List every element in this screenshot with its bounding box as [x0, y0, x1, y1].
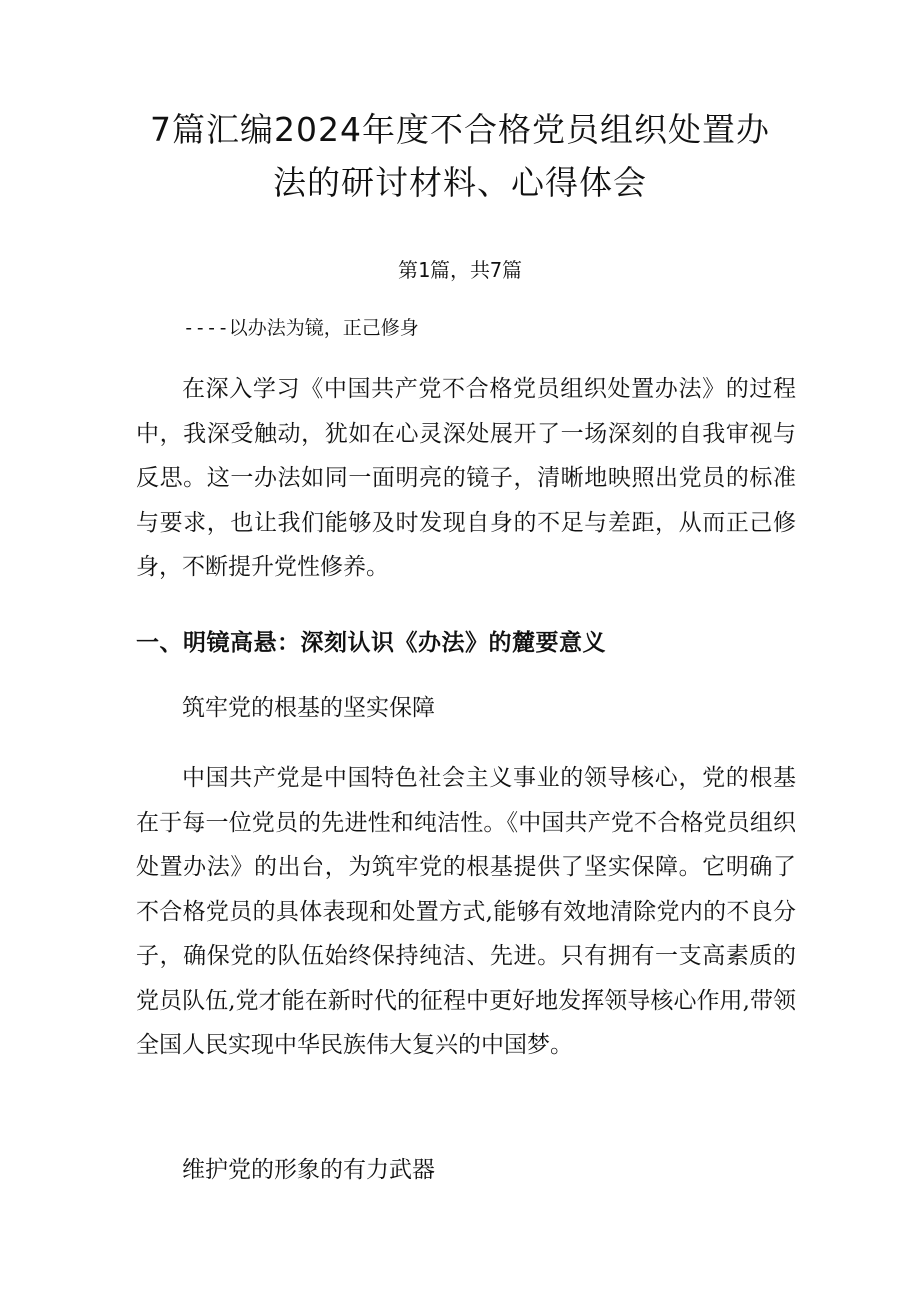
subsection-heading-2: 维护党的形象的有力武器 — [182, 1157, 435, 1183]
section-heading-1: 一、明镜高悬：深刻认识《办法》的麓要意义 — [136, 630, 606, 656]
document-title-line-1: 7篇汇编2024年度不合格党员组织处置办 — [150, 110, 770, 149]
article-counter: 第1篇，共7篇 — [397, 258, 523, 282]
article-subtitle: ----以办法为镜，正己修身 — [183, 317, 419, 339]
subsection-heading-1: 筑牢党的根基的坚实保障 — [182, 695, 435, 721]
intro-paragraph: 在深入学习《中国共产党不合格党员组织处置办法》的过程中，我深受触动，犹如在心灵深处展开了一场深刻的自我审视与反思。这一办法如同一面明亮的镜子，清晰地映照出党员的标准与要求，也让我们能够及时发现自身的不足与差距，从而正己修身，不断提升党性修养。 — [136, 376, 796, 580]
document-title-line-2: 法的研讨材料、心得体会 — [273, 163, 647, 202]
body-paragraph: 中国共产党是中国特色社会主义事业的领导核心，党的根基在于每一位党员的先进性和纯洁性。《中国共产党不合格党员组织处置办法》的出台，为筑牢党的根基提供了坚实保障。它明确了不合格党员的具体表现和处置方式,能够有效地清除党内的不良分子，确保党的队伍始终保持纯洁、先进。只有拥有一支高素质的党员队伍,党才能在新时代的征程中更好地发挥领导核心作用,带领全国人民实现中华民族伟大复兴的中国梦。 — [136, 765, 796, 1058]
